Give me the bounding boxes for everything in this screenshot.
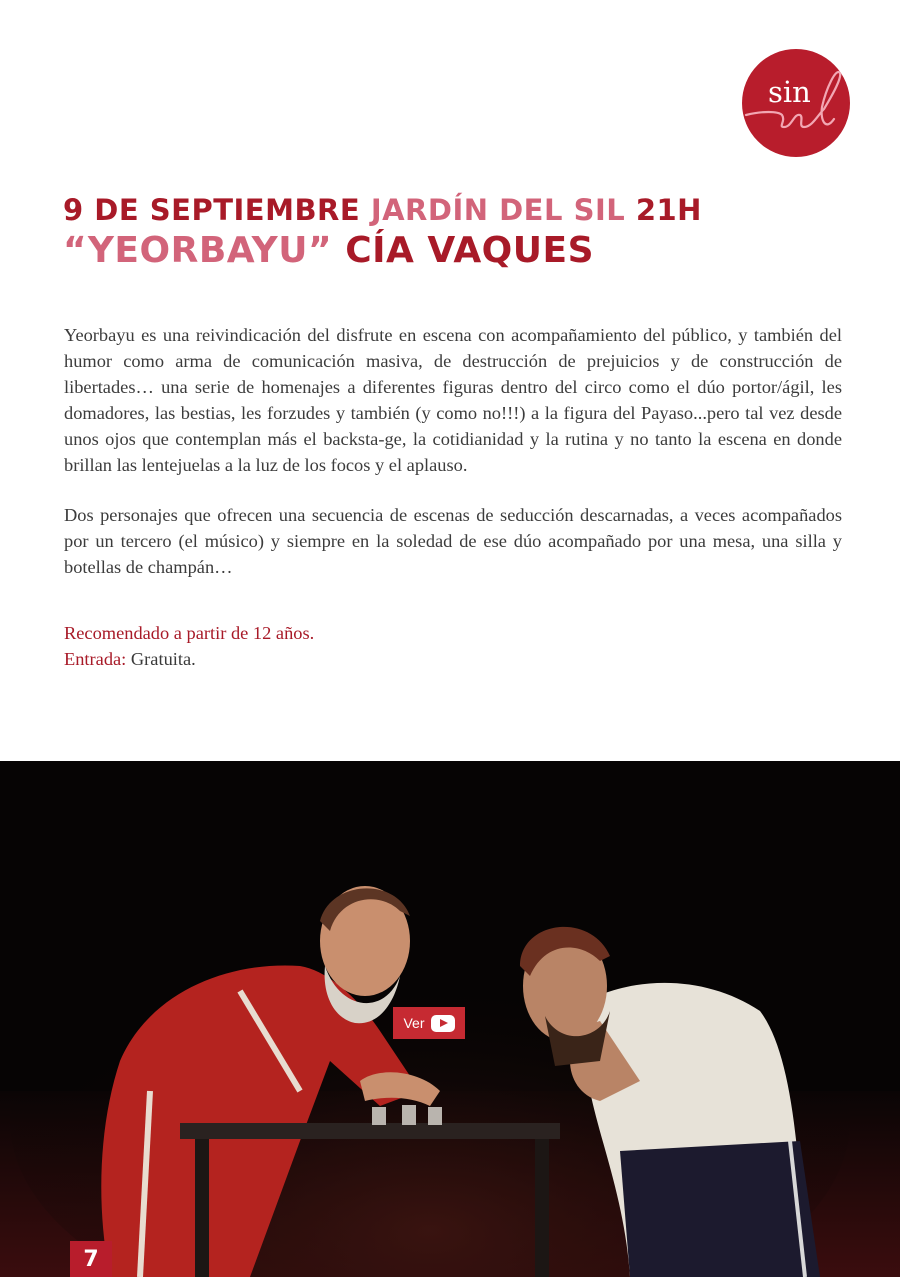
event-heading <box>63 192 702 274</box>
entry-label: Entrada: <box>64 649 127 669</box>
event-description <box>64 322 842 604</box>
age-recommendation: Recomendado a partir de 12 años. <box>64 623 315 643</box>
play-icon <box>431 1015 455 1032</box>
event-venue: JARDÍN DEL SIL <box>370 193 626 227</box>
entry-line <box>64 646 314 672</box>
logo-script-red <box>742 49 850 157</box>
watch-video-label: Ver <box>403 1015 425 1031</box>
company-name: CÍA VAQUES <box>345 230 595 271</box>
page-number: 7 <box>70 1241 112 1277</box>
description-paragraph-1: Yeorbayu es una reivindicación del disfrute en escena con acompañamiento del público, y también del humor como arma de comunicación masiva, de destrucción de prejuicios y de construcción de libertades… una serie de homenajes a diferentes figuras dentro del circo como el dúo portor/ágil, les domadores, las bestias, les forzudes y también (y como no!!!) a la figura del Payaso...pero tal vez desde unos ojos que contemplan más el backsta-ge, la cotidianidad y la rutina y no tanto la escena en donde brillan las lentejuelas a la luz de los focos y el aplauso. <box>64 325 842 475</box>
event-info <box>64 620 314 672</box>
entry-value: Gratuita. <box>126 649 196 669</box>
show-title: “YEORBAYU” <box>63 230 333 271</box>
watch-video-button[interactable] <box>393 1007 465 1039</box>
sin-red-logo <box>742 49 850 157</box>
description-paragraph-2: Dos personajes que ofrecen una secuencia de escenas de seducción descarnadas, a veces acompañados por un tercero (el músico) y siempre en la soledad de ese dúo acompañado por una mesa, una silla y botellas de champán… <box>64 505 842 577</box>
logo-text: sin <box>768 75 811 109</box>
event-title-line <box>63 228 702 274</box>
event-time: 21H <box>635 193 702 227</box>
event-date: 9 DE SEPTIEMBRE <box>63 193 361 227</box>
event-date-line <box>63 192 702 228</box>
